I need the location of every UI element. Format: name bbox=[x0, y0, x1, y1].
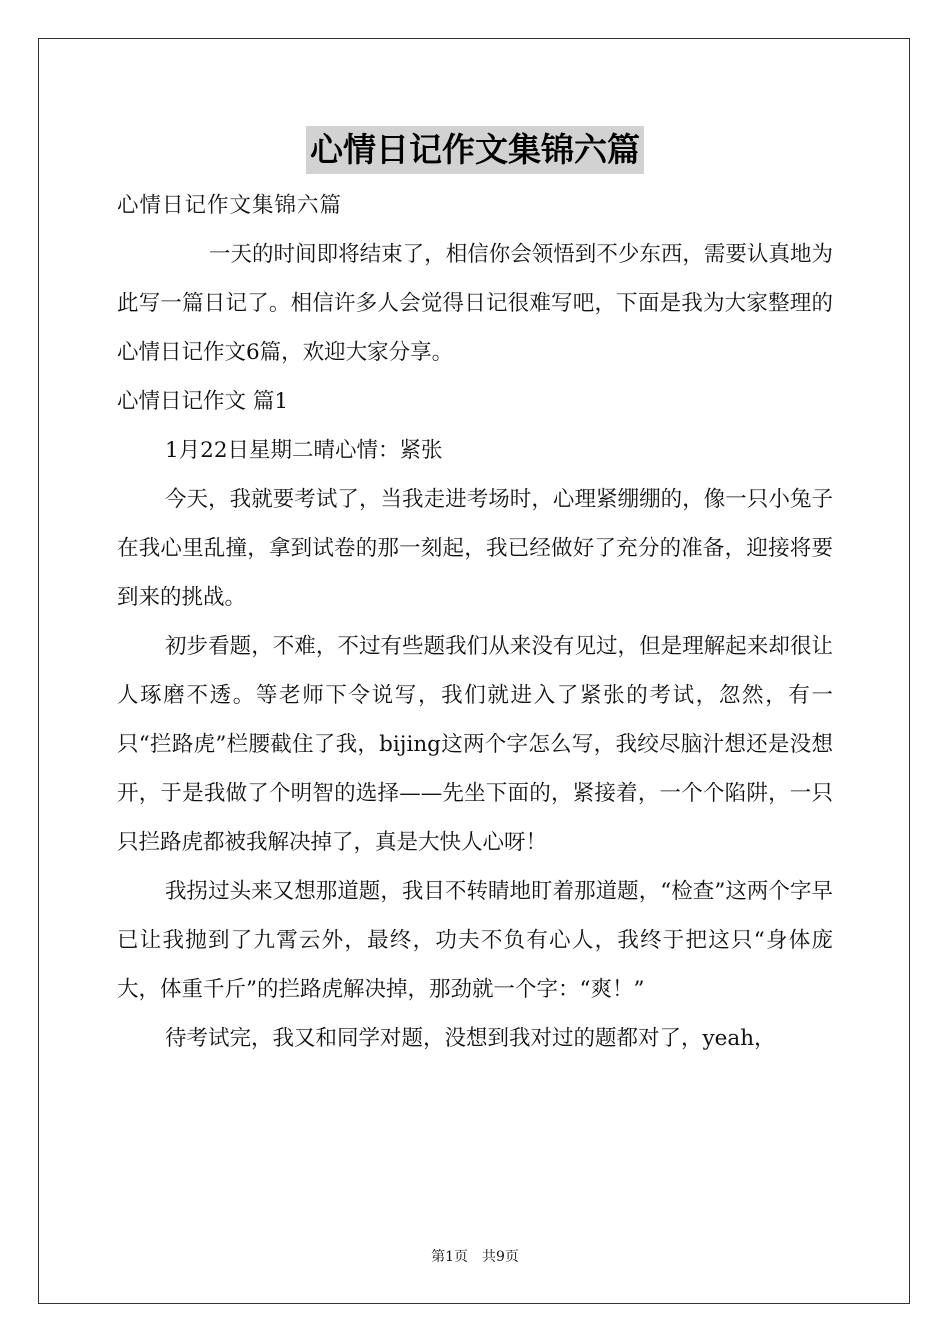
body-paragraph: 待考试完，我又和同学对题，没想到我对过的题都对了，yeah， bbox=[165, 1026, 776, 1051]
document-subtitle: 心情日记作文集锦六篇 bbox=[117, 193, 343, 218]
document-body bbox=[117, 181, 833, 1063]
page-number-footer: 第1页 共9页 bbox=[431, 1249, 519, 1265]
section-heading: 心情日记作文 篇1 bbox=[117, 389, 289, 414]
body-paragraph: 今天，我就要考试了，当我走进考场时，心理紧绷绷的，像一只小兔子在我心里乱撞，拿到试卷的那一刻起，我已经做好了充分的准备，迎接将要到来的挑战。 bbox=[117, 487, 833, 610]
title-container bbox=[0, 126, 950, 174]
body-paragraph: 我拐过头来又想那道题，我目不转睛地盯着那道题，“检查”这两个字早已让我抛到了九霄云外，最终，功夫不负有心人，我终于把这只“身体庞大，体重千斤”的拦路虎解决掉，那劲就一个字：“爽！” bbox=[117, 879, 833, 1002]
intro-paragraph: 一天的时间即将结束了，相信你会领悟到不少东西，需要认真地为此写一篇日记了。相信许多人会觉得日记很难写吧，下面是我为大家整理的心情日记作文6篇，欢迎大家分享。 bbox=[117, 242, 833, 365]
date-line: 1月22日星期二晴心情：紧张 bbox=[165, 438, 443, 463]
document-title: 心情日记作文集锦六篇 bbox=[306, 126, 644, 174]
body-paragraph: 初步看题，不难，不过有些题我们从来没有见过，但是理解起来却很让人琢磨不透。等老师下令说写，我们就进入了紧张的考试，忽然，有一只“拦路虎”栏腰截住了我，bijing这两个字怎么写，我绞尽脑汁想还是没想开，于是我做了个明智的选择——先坐下面的，紧接着，一个个陷阱，一只只拦路虎都被我解决掉了，真是大快人心呀！ bbox=[117, 634, 833, 855]
